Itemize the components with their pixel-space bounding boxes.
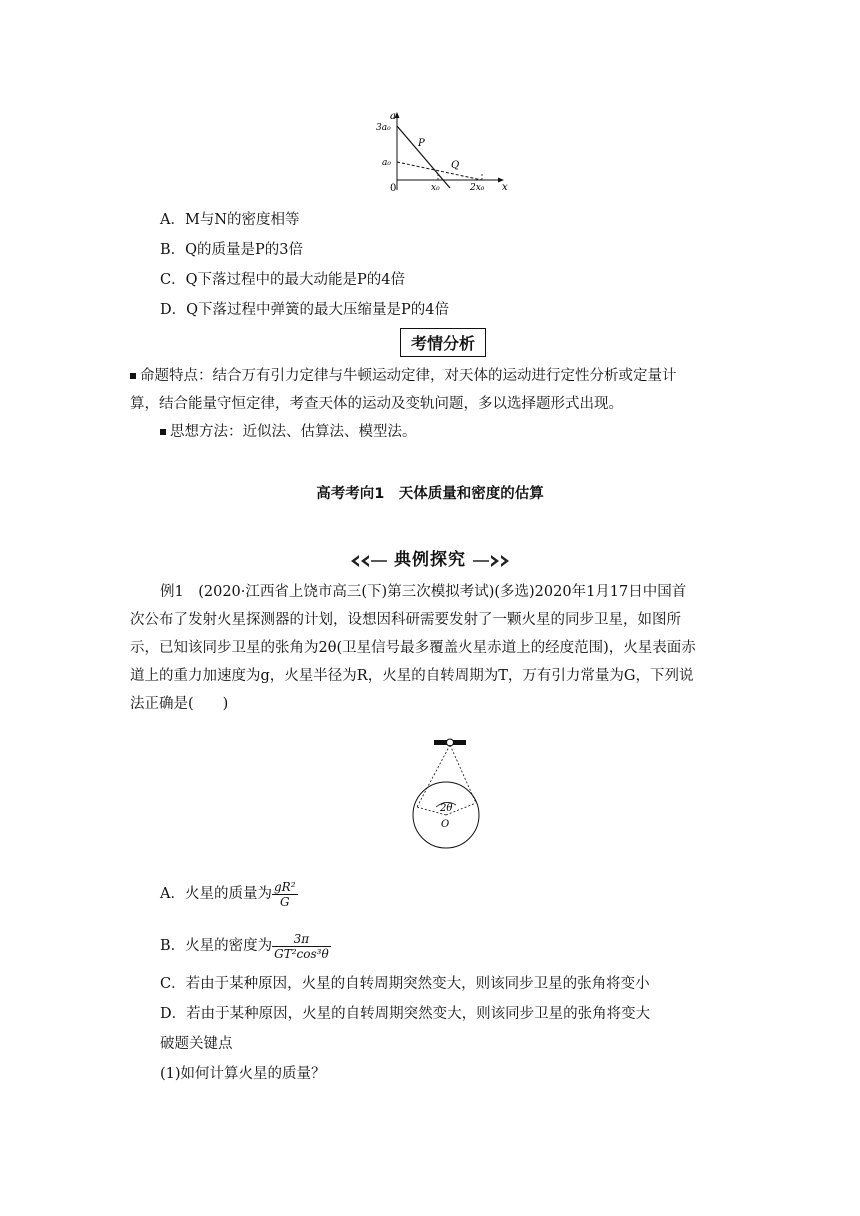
fraction-denominator: GT²cos³θ xyxy=(274,946,329,961)
q2-option-b-prefix: B．火星的密度为 xyxy=(160,938,273,954)
option-letter: C． xyxy=(160,272,186,288)
graph-3a0-label: 3a₀ xyxy=(376,123,391,133)
analysis-method-text: 思想方法：近似法、估算法、模型法。 xyxy=(170,424,417,440)
fraction-numerator: gR² xyxy=(273,879,296,894)
example-banner xyxy=(0,545,860,570)
option-text: Q的质量是P的3倍 xyxy=(185,242,304,258)
q2-option-c: C．若由于某种原因，火星的自转周期突然变大，则该同步卫星的张角将变小 xyxy=(160,976,650,992)
fraction-mass xyxy=(272,880,298,909)
graph-line-q-label: Q xyxy=(451,160,460,171)
option-letter: B． xyxy=(160,242,186,258)
q2-option-d: D．若由于某种原因，火星的自转周期突然变大，则该同步卫星的张角将变大 xyxy=(160,1006,651,1022)
graph-axis-y-label: a xyxy=(390,111,396,122)
graph-line-p-label: P xyxy=(418,138,425,149)
graph-axis-x-label: x xyxy=(502,182,508,193)
q2-option-b xyxy=(160,928,331,964)
option-a xyxy=(160,210,300,230)
analysis-feature-text: 命题特点：结合万有引力定律与牛顿运动定律，对天体的运动进行定性分析或定量计算，结合能量守恒定律，考查天体的运动及变轨问题，多以选择题形式出现。 xyxy=(130,368,677,412)
option-text: Q下落过程中弹簧的最大压缩量是P的4倍 xyxy=(186,302,450,318)
fraction-density xyxy=(272,932,331,961)
satellite-figure xyxy=(400,735,500,851)
graph-origin-label: 0 xyxy=(390,183,397,194)
banner-right-ornament-icon xyxy=(471,553,511,569)
key-point-heading: 破题关键点 xyxy=(160,1036,233,1052)
fraction-denominator: G xyxy=(279,894,290,909)
q2-option-a xyxy=(160,876,298,912)
key-question-1: (1)如何计算火星的质量？ xyxy=(160,1066,326,1082)
figure-center-label: O xyxy=(441,819,450,830)
graph-x0-label: x₀ xyxy=(431,183,440,193)
option-letter: A． xyxy=(160,212,185,228)
q2-option-a-prefix: A．火星的质量为 xyxy=(160,886,272,902)
analysis-method xyxy=(160,418,700,446)
graph-2x0-label: 2x₀ xyxy=(470,183,485,193)
option-text: M与N的密度相等 xyxy=(184,212,300,228)
bullet-square-icon xyxy=(160,429,166,435)
analysis-heading: 考情分析 xyxy=(400,328,486,357)
banner-text: 典例探究 xyxy=(394,550,466,570)
fraction-numerator: 3π xyxy=(272,932,331,947)
banner-left-ornament-icon xyxy=(349,553,389,569)
bullet-square-icon xyxy=(130,373,136,379)
figure-angle-label: 2θ xyxy=(440,803,453,814)
option-text: Q下落过程中的最大动能是P的4倍 xyxy=(185,272,405,288)
section-title: 高考考向1 天体质量和密度的估算 xyxy=(316,486,544,502)
example-question: 例1 (2020·江西省上饶市高三(下)第三次模拟考试)(多选)2020年1月17日中国首次公布了发射火星探测器的计划，设想因科研需要发射了一颗火星的同步卫星，如图所示，已知该同步卫星的张角为2θ(卫星信号最多覆盖火星赤道上的经度范围)，火星表面赤道上的重力加速度为g，火星半径为R，火星的自转周期为T，万有引力常量为G，下列说法正确是( ) xyxy=(130,584,696,712)
option-c xyxy=(160,270,405,290)
graph-a0-label: a₀ xyxy=(382,158,391,168)
option-d xyxy=(160,300,449,320)
option-b xyxy=(160,240,303,260)
analysis-feature xyxy=(130,362,700,418)
acceleration-graph xyxy=(370,110,520,196)
option-letter: D． xyxy=(160,302,187,318)
